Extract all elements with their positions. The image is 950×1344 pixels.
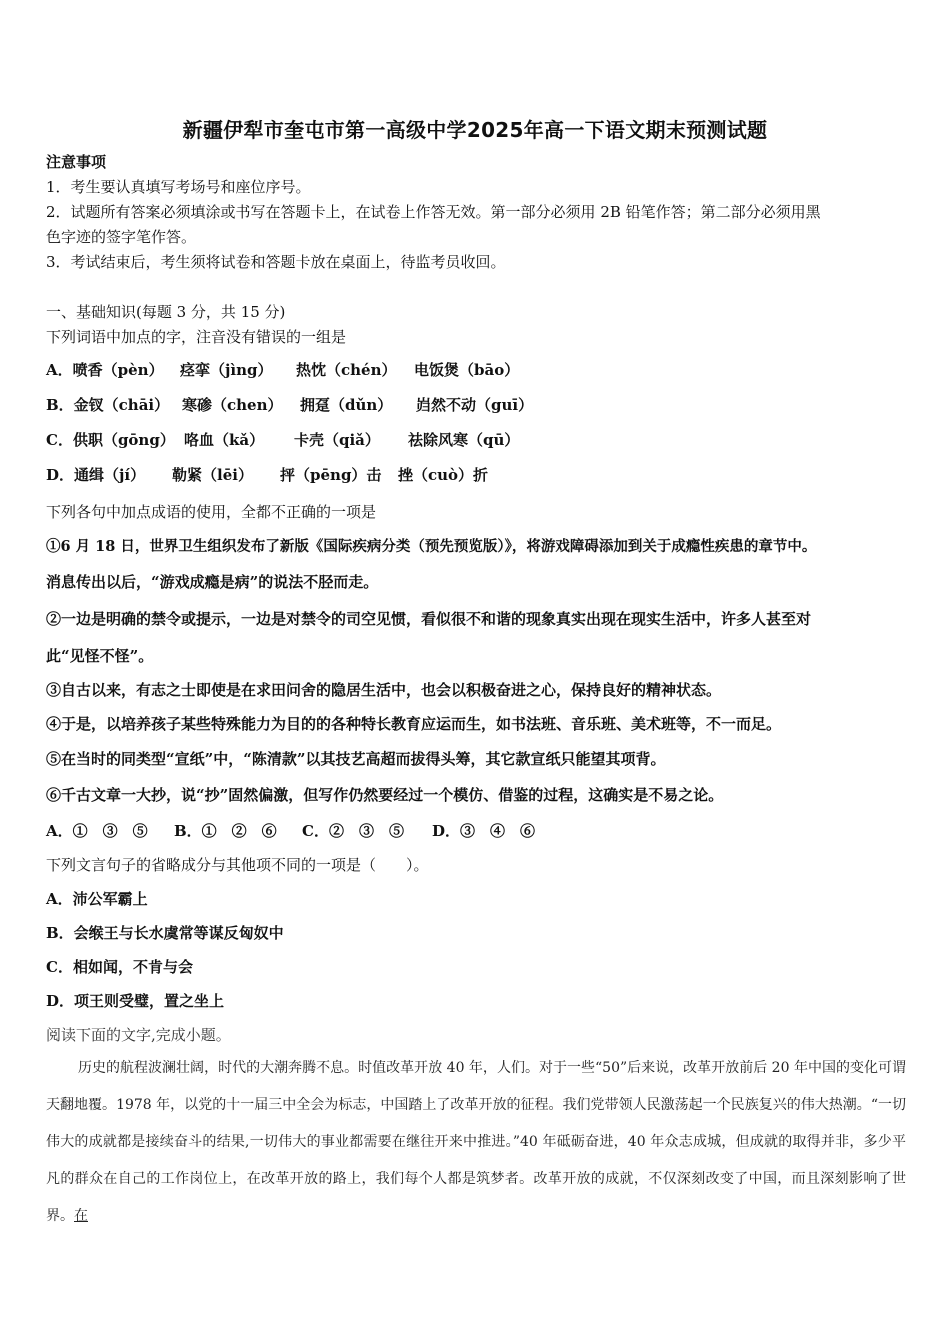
option-b-4: 岿然不动（guī） <box>416 396 534 414</box>
reading-passage <box>46 1050 906 1235</box>
passage-text: ，多少平凡的群众在自己的工作岗位上 <box>46 1134 906 1187</box>
question-stem: 下列词语中加点的字，注音没有错误的一组是 <box>46 328 347 346</box>
sentence-line: ⑤在当时的同类型“宣纸”中，“陈清款”以其技艺高超而拔得头筹，其它款宣纸只能望其项背。 <box>46 750 666 768</box>
page-title: 新疆伊犁市奎屯市第一高级中学2025年高一下语文期末预测试题 <box>182 118 768 142</box>
option-b-1: B．金钗（chāi） <box>46 396 170 414</box>
notice-item: 1．考生要认真填写考场号和座位序号。 <box>46 178 311 196</box>
q3-option-c: C．相如闻，不肯与会 <box>46 958 193 976</box>
sentence-line: ⑥千古文章一大抄，说“抄”固然偏激，但写作仍然要经过一个模仿、借鉴的过程，这确实是不易之论。 <box>46 786 724 804</box>
section-heading: 一、基础知识(每题 3 分，共 15 分) <box>46 303 286 321</box>
option-c-1: C．供职（gōng） <box>46 431 175 449</box>
sentence-line: 消息传出以后，“游戏成瘾是病”的说法不胫而走。 <box>46 573 379 591</box>
q3-option-d: D．项王则受璧，置之坐上 <box>46 992 225 1010</box>
q3-option-b: B．会缑王与长水虞常等谋反匈奴中 <box>46 924 284 942</box>
sentence-line: ②一边是明确的禁令或提示，一边是对禁令的司空见惯，看似很不和谐的现象真实出现在现实生活中，许多人甚至对 <box>46 610 812 628</box>
sentence-line: ④于是，以培养孩子某些特殊能力为目的的各种特长教育应运而生，如书法班、音乐班、美术班等，不一而足。 <box>46 715 782 733</box>
option-b-2: 寒碜（chen） <box>182 396 283 414</box>
q2-option-d: D．③ ④ ⑥ <box>432 822 536 840</box>
q3-option-a: A．沛公军霸上 <box>46 890 148 908</box>
passage-text: 在 <box>74 1208 88 1224</box>
option-a-4: 电饭煲（bāo） <box>414 361 520 379</box>
option-a-2: 痉挛（jìng） <box>180 361 273 379</box>
option-c-2: 咯血（kǎ） <box>184 431 265 449</box>
notice-item: 2．试题所有答案必须填涂或书写在答题卡上，在试卷上作答无效。第一部分必须用 2B 铅笔作答；第二部分必须用黑 <box>46 203 821 221</box>
option-d-2: 勒紧（lēi） <box>172 466 253 484</box>
q2-option-b: B．① ② ⑥ <box>174 822 277 840</box>
option-d-3: 抨（pēng）击 <box>280 466 382 484</box>
sentence-line: ③自古以来，有志之士即使是在求田问舍的隐居生活中，也会以积极奋进之心，保持良好的精神状态。 <box>46 681 722 699</box>
option-d-1: D．通缉（jí） <box>46 466 146 484</box>
q2-option-a: A．① ③ ⑤ <box>46 822 148 840</box>
option-a-1: A．喷香（pèn） <box>46 361 164 379</box>
reading-instruction: 阅读下面的文字,完成小题。 <box>46 1026 231 1044</box>
notice-heading: 注意事项 <box>46 153 107 171</box>
option-c-4: 祛除风寒（qū） <box>408 431 520 449</box>
q2-option-c: C．② ③ ⑤ <box>302 822 404 840</box>
sentence-line: ①6 月 18 日，世界卫生组织发布了新版《国际疾病分类（预先预览版）》，将游戏障碍添加到关于成瘾性疾患的章节中。 <box>46 538 817 555</box>
option-d-4: 挫（cuò）折 <box>398 466 489 484</box>
passage-text: 。对于一些“50”后来说，改革开放前后 20 年中国的变化可谓天翻地覆。1978 年，以党的十一届三中全会为标志，中国踏上了改革开放的征程。我们党带领人民激荡起一个民族复兴的伟大热潮。“一切伟大的成就都是接续奋斗的结果,一切伟大的事业都需要在继往开来中推进。”40 年砥砺奋进，40 年众志成城，但成就的取得并非 <box>46 1060 907 1150</box>
notice-item: 色字迹的签字笔作答。 <box>46 228 197 246</box>
notice-item: 3．考试结束后，考生须将试卷和答题卡放在桌面上，待监考员收回。 <box>46 253 506 271</box>
sentence-line: 此“见怪不怪”。 <box>46 647 154 665</box>
passage-text: ，在改革开放的路上，我们每个人都是筑梦者。改革开放的成就，不仅深刻改变了中国，而且深刻影响了世界。 <box>46 1171 906 1224</box>
option-a-3: 热忱（chén） <box>296 361 397 379</box>
option-c-3: 卡壳（qiǎ） <box>294 431 380 449</box>
question-stem: 下列文言句子的省略成分与其他项不同的一项是（ ）。 <box>46 856 429 874</box>
passage-text: 历史的航程波澜壮阔，时代的大潮奔腾不息。时值改革开放 40 年，人们 <box>78 1060 525 1076</box>
question-stem: 下列各句中加点成语的使用，全都不正确的一项是 <box>46 503 377 521</box>
option-b-3: 拥趸（dǔn） <box>300 396 393 414</box>
